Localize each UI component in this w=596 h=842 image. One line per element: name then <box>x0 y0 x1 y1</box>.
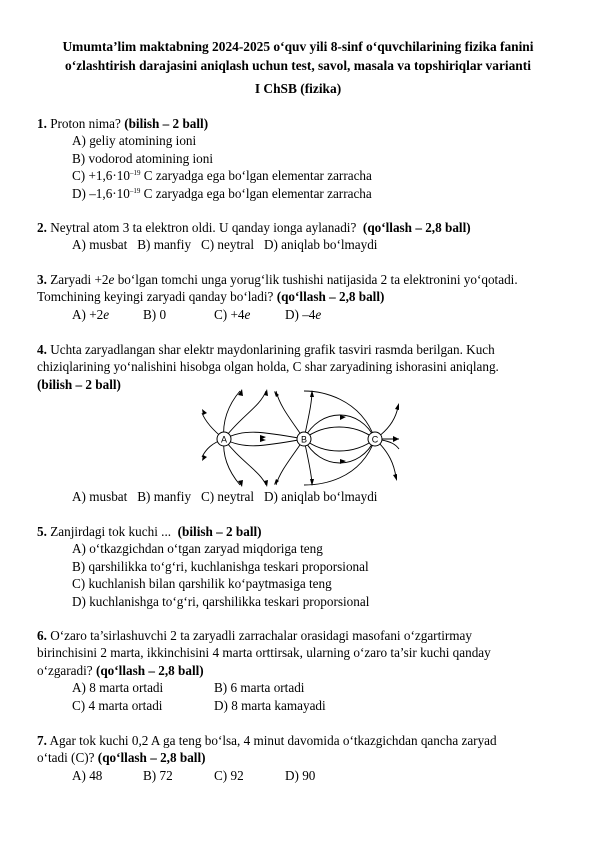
question-1-options <box>72 132 559 202</box>
sphere-c-label: C <box>371 434 379 445</box>
sphere-a-label: A <box>220 434 228 445</box>
option-d-text: D) –4 <box>285 306 316 322</box>
option-c[interactable]: C) neytral <box>200 237 255 253</box>
question-3 <box>37 271 559 323</box>
option-d-exponent: –19 <box>129 186 141 195</box>
question-number: 4. <box>37 342 47 357</box>
question-points: (bilish – 2 ball) <box>124 116 209 131</box>
question-points: (qo‘llash – 2,8 ball) <box>97 750 206 766</box>
option-b[interactable]: B) 72 <box>143 767 173 783</box>
question-text-line-2: o‘tadi (C)? <box>37 750 95 766</box>
sphere-b-label: B <box>300 434 308 445</box>
option-b[interactable] <box>143 306 214 323</box>
question-1 <box>37 115 559 202</box>
question-5-options <box>72 540 559 610</box>
option-c[interactable]: C) kuchlanish bilan qarshilik ko‘paytmasiga teng <box>72 576 332 592</box>
question-1-stem <box>37 115 559 132</box>
option-c[interactable]: C) neytral <box>200 489 255 504</box>
option-d[interactable] <box>285 306 321 323</box>
question-5-stem <box>37 523 559 540</box>
option-d-suffix: C zaryadga ega bo‘lgan elementar zarracha <box>140 185 372 201</box>
question-points: (bilish – 2 ball) <box>177 524 262 539</box>
question-3-options <box>72 306 559 323</box>
electric-field-figure <box>200 387 400 487</box>
question-7-options <box>72 767 559 784</box>
document-title <box>36 38 560 75</box>
option-b[interactable]: B) 6 marta ortadi <box>214 680 305 696</box>
option-d[interactable] <box>72 185 559 202</box>
option-d-symbol: e <box>315 306 322 322</box>
option-c-text: C) +1,6·10 <box>72 168 130 184</box>
question-number: 3. <box>37 272 47 287</box>
question-points: (qo‘llash – 2,8 ball) <box>95 662 204 678</box>
question-points: (bilish – 2 ball) <box>37 376 121 392</box>
option-b[interactable]: B) manfiy <box>137 489 192 504</box>
option-c[interactable] <box>72 167 559 184</box>
question-text-line-1: Uchta zaryadlangan shar elektr maydonlarining grafik tasviri rasmda berilgan. Kuch <box>50 342 495 357</box>
option-c[interactable] <box>214 306 285 323</box>
document-subtitle: I ChSB (fizika) <box>254 81 342 96</box>
question-number: 5. <box>37 524 47 539</box>
question-text-line-2: chiziqlarining yo‘nalishini hisobga olgan holda, C shar zaryadining ishorasini aniqlang. <box>37 359 499 375</box>
option-c-text: C) +4 <box>214 306 245 322</box>
option-a[interactable]: A) 48 <box>72 767 103 783</box>
option-c-symbol: e <box>244 306 251 322</box>
question-2 <box>37 219 559 254</box>
option-c-exponent: –19 <box>130 169 141 178</box>
option-a[interactable]: A) 8 marta ortadi <box>72 680 164 696</box>
question-4-options-wrap <box>37 488 559 505</box>
title-line-2: o‘zlashtirish darajasini aniqlash uchun test, savol, masala va topshiriqlar varianti <box>65 57 531 73</box>
question-text: Zanjirdagi tok kuchi ... <box>50 524 172 539</box>
option-a[interactable]: A) musbat <box>72 489 128 504</box>
question-text-line-3: o‘zgaradi? <box>37 662 93 678</box>
option-a[interactable]: A) o‘tkazgichdan o‘tgan zaryad miqdoriga teng <box>72 541 323 557</box>
option-c[interactable]: C) 92 <box>214 767 244 783</box>
charge-symbol: e <box>108 272 115 287</box>
question-7 <box>37 732 559 784</box>
question-text-b: bo‘lgan tomchi unga yorug‘lik tushishi natijasida 2 ta elektronini yo‘qotadi. <box>114 272 518 287</box>
question-text: Neytral atom 3 ta elektron oldi. U qanday ionga aylanadi? <box>50 220 357 235</box>
option-c[interactable]: C) 4 marta ortadi <box>72 697 163 713</box>
question-text-a: Zaryadi +2 <box>50 272 109 287</box>
option-a-text: A) +2 <box>72 306 104 322</box>
question-6 <box>37 627 559 714</box>
option-b[interactable]: B) manfiy <box>137 237 192 253</box>
question-number: 7. <box>37 733 47 748</box>
option-d-text: D) –1,6·10 <box>72 185 130 201</box>
option-a[interactable]: A) musbat <box>72 237 128 253</box>
option-a-symbol: e <box>103 306 110 322</box>
option-d[interactable]: D) 8 marta kamayadi <box>214 697 326 713</box>
question-4 <box>37 341 559 393</box>
option-b-text: B) 0 <box>143 306 167 322</box>
question-4-stem <box>37 341 559 393</box>
question-number: 2. <box>37 220 47 235</box>
option-c-suffix: C zaryadga ega bo‘lgan elementar zarracha <box>140 168 372 184</box>
question-text-line-2: birinchisini 2 marta, ikkinchisini 4 marta orttirsak, ularning o‘zaro ta’sir kuchi qanday <box>37 645 491 661</box>
question-3-stem <box>37 271 559 306</box>
option-b[interactable]: B) vodorod atomining ioni <box>72 150 214 166</box>
option-b[interactable]: B) qarshilikka to‘g‘ri, kuchlanishga teskari proporsional <box>72 558 369 574</box>
question-4-options <box>72 488 559 505</box>
option-d[interactable]: D) kuchlanishga to‘g‘ri, qarshilikka teskari proporsional <box>72 593 370 609</box>
title-line-1: Umumta’lim maktabning 2024-2025 o‘quv yili 8-sinf o‘quvchilarining fizika fanini <box>62 39 534 54</box>
question-2-stem <box>37 219 559 236</box>
question-text-line-1: Agar tok kuchi 0,2 A ga teng bo‘lsa, 4 minut davomida o‘tkazgichdan qancha zaryad <box>49 733 497 748</box>
question-points: (qo‘llash – 2,8 ball) <box>362 220 471 235</box>
question-text: Proton nima? <box>50 116 121 131</box>
option-a[interactable] <box>72 306 143 323</box>
option-d[interactable]: D) 90 <box>285 767 316 783</box>
question-7-stem <box>37 732 559 767</box>
question-2-options <box>72 236 559 253</box>
question-points: (qo‘llash – 2,8 ball) <box>276 289 385 305</box>
question-5 <box>37 523 559 610</box>
question-text-line-1: O‘zaro ta’sirlashuvchi 2 ta zaryadli zarrachalar orasidagi masofani o‘zgartirmay <box>50 628 472 643</box>
question-number: 6. <box>37 628 47 643</box>
question-number: 1. <box>37 116 47 131</box>
option-a[interactable]: A) geliy atomining ioni <box>72 133 197 149</box>
question-6-stem <box>37 627 559 679</box>
question-6-options <box>72 679 559 714</box>
option-d[interactable]: D) aniqlab bo‘lmaydi <box>263 489 378 504</box>
question-text-line-2: Tomchining keyingi zaryadi qanday bo‘ladi? <box>37 289 274 305</box>
option-d[interactable]: D) aniqlab bo‘lmaydi <box>263 237 378 253</box>
